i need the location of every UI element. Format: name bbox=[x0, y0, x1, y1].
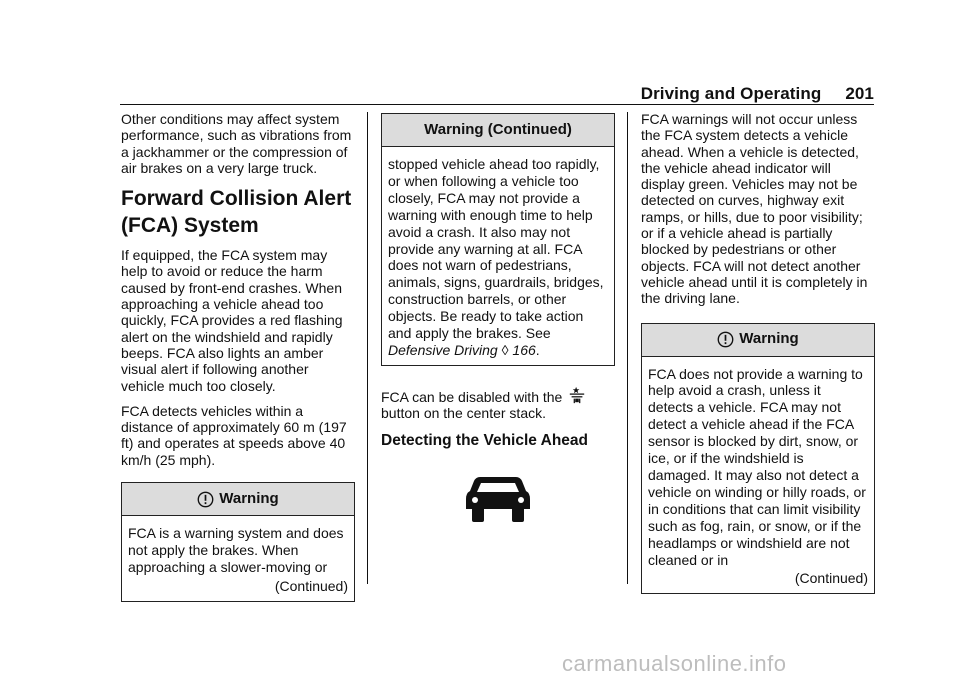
page-number: 201 bbox=[845, 84, 874, 103]
column-divider-1 bbox=[367, 112, 368, 584]
paragraph-disable bbox=[381, 386, 615, 422]
disable-text-pre: FCA can be disabled with the bbox=[381, 388, 563, 405]
warning-box-1 bbox=[121, 482, 355, 602]
section-title: Driving and Operating bbox=[640, 84, 822, 103]
warning-title: Warning bbox=[219, 489, 279, 507]
warning-title: Warning bbox=[739, 330, 799, 348]
continued-label: (Continued) bbox=[794, 570, 868, 587]
disable-text-post: button on the center stack. bbox=[381, 405, 546, 422]
collision-alert-icon bbox=[568, 386, 586, 404]
warning-title: Warning (Continued) bbox=[424, 120, 572, 138]
warning-text: FCA is a warning system and does not apply the brakes. When approaching a slower-moving or bbox=[128, 525, 344, 575]
warning-box-3 bbox=[641, 323, 875, 595]
column-3 bbox=[641, 111, 875, 594]
paragraph-fca-intro: If equipped, the FCA system may help to avoid or reduce the harm caused by front-end crashes. When approaching a vehicle ahead too quickly, FCA provides a red flashing alert on the windshield and rapidly beeps. FCA also lights an amber visual alert if following another vehicle much too closely. bbox=[121, 247, 343, 394]
paragraph-fca-detect: FCA detects vehicles within a distance of approximately 60 m (197 ft) and operates at speeds above 40 km/h (25 mph). bbox=[121, 402, 347, 468]
warning-text: FCA does not provide a warning to help avoid a crash, unless it detects a vehicle. FCA may not detect a vehicle ahead if the FCA sensor is blocked by dirt, snow, or ice, or if the windshield is damaged. It may also not detect a vehicle on winding or hilly roads, or in conditions that can limit visibility such as fog, rain, or snow, or if the headlamps or windshield are not cleaned or in bbox=[648, 365, 866, 568]
page-header bbox=[641, 84, 874, 104]
header-rule bbox=[120, 104, 874, 105]
reference-end: . bbox=[535, 341, 540, 358]
column-1 bbox=[121, 111, 355, 602]
reference-page[interactable]: 166 bbox=[512, 341, 536, 358]
warning-header bbox=[642, 324, 874, 357]
column-divider-2 bbox=[627, 112, 628, 584]
detecting-heading: Detecting the Vehicle Ahead bbox=[381, 432, 589, 450]
warning-icon bbox=[717, 331, 734, 348]
warning-icon bbox=[197, 491, 214, 508]
reference-arrow: ◊ bbox=[501, 341, 509, 358]
watermark: carmanualsonline.info bbox=[562, 651, 787, 676]
column-2 bbox=[381, 113, 615, 459]
continued-label: (Continued) bbox=[274, 577, 348, 594]
warning-header bbox=[122, 483, 354, 516]
vehicle-ahead-icon bbox=[466, 475, 530, 523]
paragraph-conditions: Other conditions may affect system performance, such as vibrations from a jackhammer or the compression of air brakes on a very large truck. bbox=[121, 111, 352, 176]
paragraph-fca-warnings: FCA warnings will not occur unless the FCA system detects a vehicle ahead. When a vehicle is detected, the vehicle ahead indicator will display green. Vehicles may not be detected on curves, highway exit ramps, or hills, due to poor visibility; or if a vehicle ahead is partially blocked by pedestrians or other objects. FCA will not detect another vehicle ahead until it is completely in the driving lane. bbox=[641, 111, 868, 307]
warning-box-2 bbox=[381, 113, 615, 366]
fca-heading: Forward Collision Alert (FCA) System bbox=[121, 187, 352, 238]
warning-header bbox=[382, 114, 614, 147]
reference-link[interactable]: Defensive Driving bbox=[388, 341, 498, 358]
warning-text: stopped vehicle ahead too rapidly, or when following a vehicle too closely, FCA may not provide a warning with enough time to help avoid a crash. It also may not provide any warning at all. FCA does not warn of pedestrians, animals, signs, guardrails, bridges, construction barrels, or other objects. Be ready to take action and apply the brakes. See bbox=[388, 156, 604, 342]
